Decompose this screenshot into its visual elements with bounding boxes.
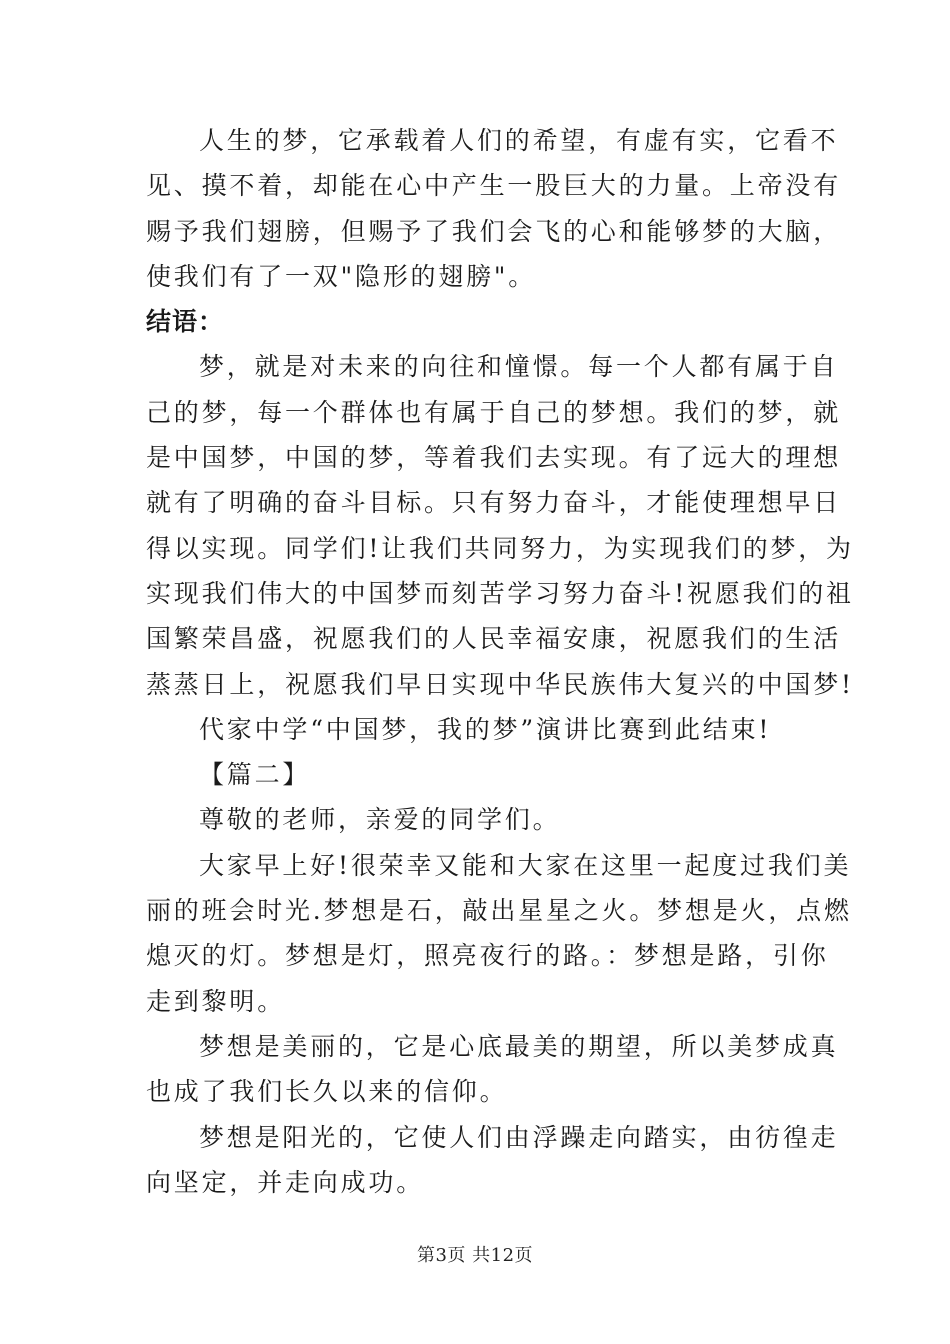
paragraph-line: 代家中学“中国梦，我的梦”演讲比赛到此结束! — [199, 714, 772, 744]
paragraph-line: 蒸蒸日上，祝愿我们早日实现中华民族伟大复兴的中国梦! — [146, 669, 854, 699]
paragraph-line: 国繁荣昌盛，祝愿我们的人民幸福安康，祝愿我们的生活 — [146, 624, 842, 654]
paragraph-line: 是中国梦，中国的梦，等着我们去实现。有了远大的理想 — [146, 443, 842, 473]
paragraph-line: 梦想是美丽的，它是心底最美的期望，所以美梦成真 — [199, 1031, 839, 1061]
section-marker: 【篇二】 — [199, 760, 311, 790]
paragraph-line: 熄灭的灯。梦想是灯，照亮夜行的路。：梦想是路，引你 — [146, 941, 829, 971]
page-number: 第3页 共12页 — [416, 1245, 534, 1266]
paragraph-line: 得以实现。同学们!让我们共同努力，为实现我们的梦，为 — [146, 533, 854, 563]
paragraph-line: 也成了我们长久以来的信仰。 — [146, 1077, 508, 1107]
paragraph-line: 实现我们伟大的中国梦而刻苦学习努力奋斗!祝愿我们的祖 — [146, 578, 854, 608]
paragraph-line: 梦想是阳光的，它使人们由浮躁走向踏实，由彷徨走 — [199, 1122, 839, 1152]
paragraph-line: 赐予我们翅膀，但赐予了我们会飞的心和能够梦的大脑， — [146, 216, 842, 246]
paragraph-line: 梦，就是对未来的向往和憧憬。每一个人都有属于自 — [199, 352, 839, 382]
paragraph-line: 向坚定，并走向成功。 — [146, 1167, 425, 1197]
paragraph-line: 就有了明确的奋斗目标。只有努力奋斗，才能使理想早日 — [146, 488, 842, 518]
paragraph-line: 丽的班会时光.梦想是石，敲出星星之火。梦想是火，点燃 — [146, 896, 852, 926]
paragraph-line: 己的梦，每一个群体也有属于自己的梦想。我们的梦，就 — [146, 397, 842, 427]
salutation: 尊敬的老师，亲爱的同学们。 — [199, 805, 561, 835]
paragraph-line: 见、摸不着，却能在心中产生一股巨大的力量。上帝没有 — [146, 171, 842, 201]
document-body — [146, 118, 854, 1205]
paragraph-line: 走到黎明。 — [146, 986, 286, 1016]
paragraph-line: 人生的梦，它承载着人们的希望，有虚有实，它看不 — [199, 126, 839, 155]
section-heading: 结语： — [146, 307, 225, 337]
paragraph-line: 大家早上好!很荣幸又能和大家在这里一起度过我们美 — [199, 850, 852, 880]
paragraph-line: 使我们有了一双"隐形的翅膀"。 — [146, 261, 536, 291]
